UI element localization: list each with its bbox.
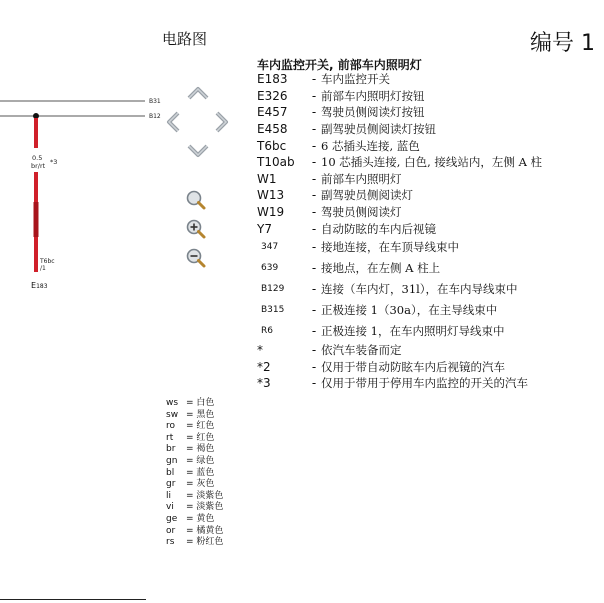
wire-label-top: B31 (149, 98, 161, 105)
legend-row: W1 - 前部车内照明灯 (257, 171, 402, 186)
legend-row-connection: B129 - 连接（车内灯，31l），在车内导线束中 (257, 279, 602, 300)
bottom-divider (0, 599, 146, 600)
legend-desc: 驾驶员侧阅读灯按钮 (321, 105, 425, 120)
legend-row: T6bc - 6 芯插头连接, 蓝色 (257, 138, 420, 153)
legend-code: 347 (261, 242, 279, 253)
legend-code: T10ab (257, 155, 295, 170)
color-entry: sw = 黑色 (166, 409, 215, 420)
zoom-in-icon (185, 218, 207, 240)
color-entry: li = 淡紫色 (166, 490, 224, 501)
zoom-button[interactable] (185, 189, 207, 211)
color-entry: gn = 绿色 (166, 455, 215, 466)
legend-row: E458 - 副驾驶员侧阅读灯按钮 (257, 122, 436, 137)
legend-row: W19 - 驾驶员侧阅读灯 (257, 205, 402, 220)
pan-left-button[interactable] (162, 110, 186, 134)
legend-code: 639 (261, 263, 279, 274)
legend-row: T10ab - 10 芯插头连接, 白色, 接线站内，左侧 A 柱 (257, 155, 543, 170)
legend-desc: 正极连接 1，在车内照明灯导线束中 (321, 324, 505, 339)
color-entry: gr = 灰色 (166, 479, 215, 490)
legend-code: W1 (257, 171, 277, 186)
legend-desc: 副驾驶员侧阅读灯按钮 (321, 122, 436, 137)
wire-note: *3 (50, 158, 58, 166)
wire-color-key (166, 398, 223, 549)
component-label: E183 (31, 281, 48, 290)
legend-desc: 连接（车内灯，31l），在车内导线束中 (321, 282, 518, 297)
legend-desc: 接地连接，在车顶导线束中 (321, 240, 459, 255)
color-entry: vi = 淡紫色 (166, 502, 224, 513)
legend-row-connection: 347 - 接地连接，在车顶导线束中 (257, 237, 602, 258)
pan-down-icon (186, 138, 210, 162)
legend-row: E326 - 前部车内照明灯按钮 (257, 88, 425, 103)
legend-desc: 驾驶员侧阅读灯 (321, 205, 402, 220)
legend-heading: 车内监控开关, 前部车内照明灯 (257, 58, 422, 72)
color-entry: rt = 红色 (166, 432, 215, 443)
connector-pin: /1 (40, 265, 46, 272)
legend-desc: 接地点，在左侧 A 柱上 (321, 261, 441, 276)
wire-label-bottom: B12 (149, 113, 161, 120)
legend-desc: 仅用于带自动防眩车内后视镜的汽车 (321, 359, 505, 374)
legend-code: W19 (257, 205, 285, 220)
legend-desc: 10 芯插头连接, 白色, 接线站内，左侧 A 柱 (321, 155, 543, 170)
legend-desc: 6 芯插头连接, 蓝色 (321, 138, 420, 153)
color-entry: bl = 蓝色 (166, 467, 215, 478)
legend-desc: 车内监控开关 (321, 72, 390, 87)
zoom-out-button[interactable] (185, 247, 207, 269)
legend-row: E457 - 驾驶员侧阅读灯按钮 (257, 105, 425, 120)
legend-row: E183 - 车内监控开关 (257, 72, 390, 87)
legend-code: *2 (257, 359, 271, 374)
pan-right-icon (209, 110, 233, 134)
legend-desc: 自动防眩的车内后视镜 (321, 221, 436, 236)
legend-code: B129 (261, 284, 285, 295)
legend-code: E326 (257, 88, 288, 103)
legend-code: E183 (257, 72, 288, 87)
legend-row: Y7 - 自动防眩的车内后视镜 (257, 221, 436, 236)
pan-up-button[interactable] (186, 82, 210, 106)
doc-number-label: 编号 1 (530, 31, 595, 56)
wire-color: br/rt (31, 162, 46, 170)
legend-code: T6bc (257, 138, 287, 153)
color-entry: ws = 白色 (166, 398, 215, 408)
color-entry: br = 褐色 (166, 444, 215, 455)
wire-size: 0.5 (32, 154, 43, 162)
legend-note: * - 依汽车装备而定 (257, 343, 402, 358)
legend-code: E458 (257, 122, 288, 137)
pan-right-button[interactable] (209, 110, 233, 134)
legend-desc: 仅用于带用于停用车内监控的开关的汽车 (321, 376, 528, 391)
pan-down-button[interactable] (186, 138, 210, 162)
legend-note: *3 - 仅用于带用于停用车内监控的开关的汽车 (257, 376, 528, 391)
legend-note: *2 - 仅用于带自动防眩车内后视镜的汽车 (257, 359, 505, 374)
legend-desc: 依汽车装备而定 (321, 343, 402, 358)
color-entry: ge = 黄色 (166, 513, 215, 524)
zoom-out-icon (185, 247, 207, 269)
legend-row-connection: 639 - 接地点，在左侧 A 柱上 (257, 258, 602, 279)
legend-row-connection: R6 - 正极连接 1，在车内照明灯导线束中 (257, 321, 602, 342)
legend-row: W13 - 副驾驶员侧阅读灯 (257, 188, 413, 203)
legend-desc: 副驾驶员侧阅读灯 (321, 188, 413, 203)
legend-code: R6 (261, 326, 273, 337)
circuit-diagram (0, 0, 160, 300)
component-legend (257, 71, 602, 392)
zoom-icon (185, 189, 207, 211)
zoom-in-button[interactable] (185, 218, 207, 240)
legend-code: E457 (257, 105, 288, 120)
legend-desc: 正极连接 1（30a），在主导线束中 (321, 303, 498, 318)
color-entry: or = 橘黄色 (166, 525, 224, 536)
pan-left-icon (162, 110, 186, 134)
legend-code: B315 (261, 305, 285, 316)
legend-row-connection: B315 - 正极连接 1（30a），在主导线束中 (257, 300, 602, 321)
legend-desc: 前部车内照明灯按钮 (321, 88, 425, 103)
legend-code: W13 (257, 188, 285, 203)
legend-code: *3 (257, 376, 271, 391)
legend-code: Y7 (257, 221, 272, 236)
connector-label: T6bc (40, 258, 55, 265)
diagram-title: 电路图 (162, 30, 208, 48)
legend-code: * (257, 343, 263, 358)
color-entry: ro = 红色 (166, 421, 215, 432)
color-entry: rs = 粉红色 (166, 537, 224, 548)
pan-up-icon (186, 82, 210, 106)
legend-desc: 前部车内照明灯 (321, 171, 402, 186)
